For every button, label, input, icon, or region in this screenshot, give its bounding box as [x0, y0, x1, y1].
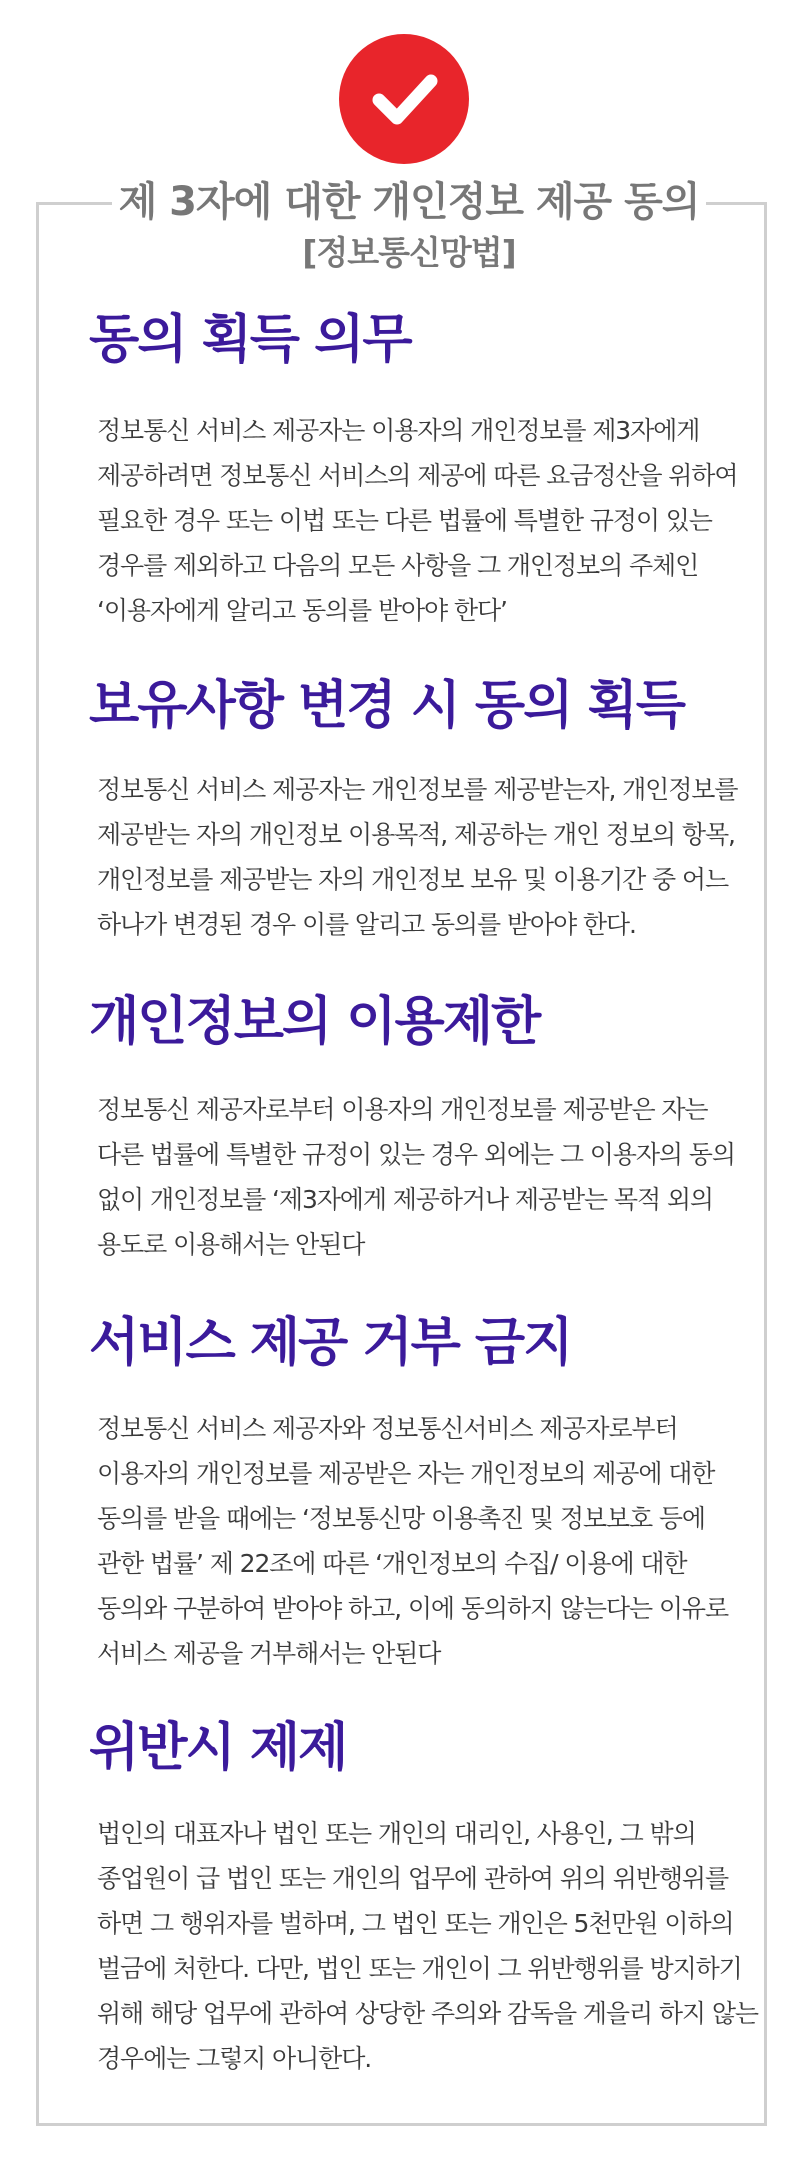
body-line: 없이 개인정보를 ‘제3자에게 제공하거나 제공받는 목적 외의	[97, 1185, 713, 1214]
body-line: 법인의 대표자나 법인 또는 개인의 대리인, 사용인, 그 밖의	[97, 1819, 696, 1848]
body-line: 종업원이 급 법인 또는 개인의 업무에 관하여 위의 위반행위를	[97, 1864, 729, 1893]
body-line: 정보통신 서비스 제공자는 이용자의 개인정보를 제3자에게	[97, 416, 700, 445]
body-line: 하나가 변경된 경우 이를 알리고 동의를 받아야 한다.	[97, 910, 636, 939]
section-body-consent-duty	[97, 408, 737, 633]
body-line: 서비스 제공을 거부해서는 안된다	[97, 1639, 441, 1668]
check-icon	[339, 34, 469, 164]
body-line: 경우를 제외하고 다음의 모든 사항을 그 개인정보의 주체인	[97, 551, 699, 580]
body-line: 용도로 이용해서는 안된다	[97, 1230, 365, 1259]
frame-top-border-right	[706, 202, 767, 205]
document-subtitle: [정보통신망법]	[302, 233, 516, 272]
section-heading-use-restriction: 개인정보의 이용제한	[89, 992, 540, 1052]
body-line: 필요한 경우 또는 이법 또는 다른 법률에 특별한 규정이 있는	[97, 506, 712, 535]
body-line: 제공받는 자의 개인정보 이용목적, 제공하는 개인 정보의 항목,	[97, 820, 735, 849]
body-line: 다른 법률에 특별한 규정이 있는 경우 외에는 그 이용자의 동의	[97, 1140, 735, 1169]
body-line: 동의를 받을 때에는 ‘정보통신망 이용촉진 및 정보보호 등에	[97, 1504, 705, 1533]
body-line: 위해 해당 업무에 관하여 상당한 주의와 감독을 게을리 하지 않는	[97, 1999, 758, 2028]
section-body-penalty	[97, 1811, 758, 2081]
body-line: 제공하려면 정보통신 서비스의 제공에 따른 요금정산을 위하여	[97, 461, 738, 490]
section-body-change-consent	[97, 767, 737, 947]
frame-top-border-left	[36, 202, 112, 205]
body-line: 관한 법률’ 제 22조에 따른 ‘개인정보의 수집/ 이용에 대한	[97, 1549, 687, 1578]
body-line: 개인정보를 제공받는 자의 개인정보 보유 및 이용기간 중 어느	[97, 865, 729, 894]
body-line: 이용자의 개인정보를 제공받은 자는 개인정보의 제공에 대한	[97, 1459, 715, 1488]
document-title: 제 3자에 대한 개인정보 제공 동의	[118, 179, 700, 225]
body-line: 정보통신 서비스 제공자와 정보통신서비스 제공자로부터	[97, 1414, 678, 1443]
body-line: 경우에는 그렇지 아니한다.	[97, 2044, 372, 2073]
section-heading-change-consent: 보유사항 변경 시 동의 획득	[89, 676, 684, 736]
body-line: 동의와 구분하여 받아야 하고, 이에 동의하지 않는다는 이유로	[97, 1594, 729, 1623]
body-line: 하면 그 행위자를 벌하며, 그 법인 또는 개인은 5천만원 이하의	[97, 1909, 734, 1938]
body-line: 정보통신 제공자로부터 이용자의 개인정보를 제공받은 자는	[97, 1095, 708, 1124]
body-line: 정보통신 서비스 제공자는 개인정보를 제공받는자, 개인정보를	[97, 775, 738, 804]
body-line: ‘이용자에게 알리고 동의를 받아야 한다’	[97, 596, 507, 625]
section-body-use-restriction	[97, 1087, 737, 1267]
section-heading-service-refusal: 서비스 제공 거부 금지	[89, 1313, 572, 1373]
check-badge	[339, 34, 469, 164]
body-line: 벌금에 처한다. 다만, 법인 또는 개인이 그 위반행위를 방지하기	[97, 1954, 742, 1983]
section-heading-consent-duty: 동의 획득 의무	[89, 310, 411, 370]
section-heading-penalty: 위반시 제제	[89, 1718, 347, 1778]
section-body-service-refusal	[97, 1406, 737, 1676]
